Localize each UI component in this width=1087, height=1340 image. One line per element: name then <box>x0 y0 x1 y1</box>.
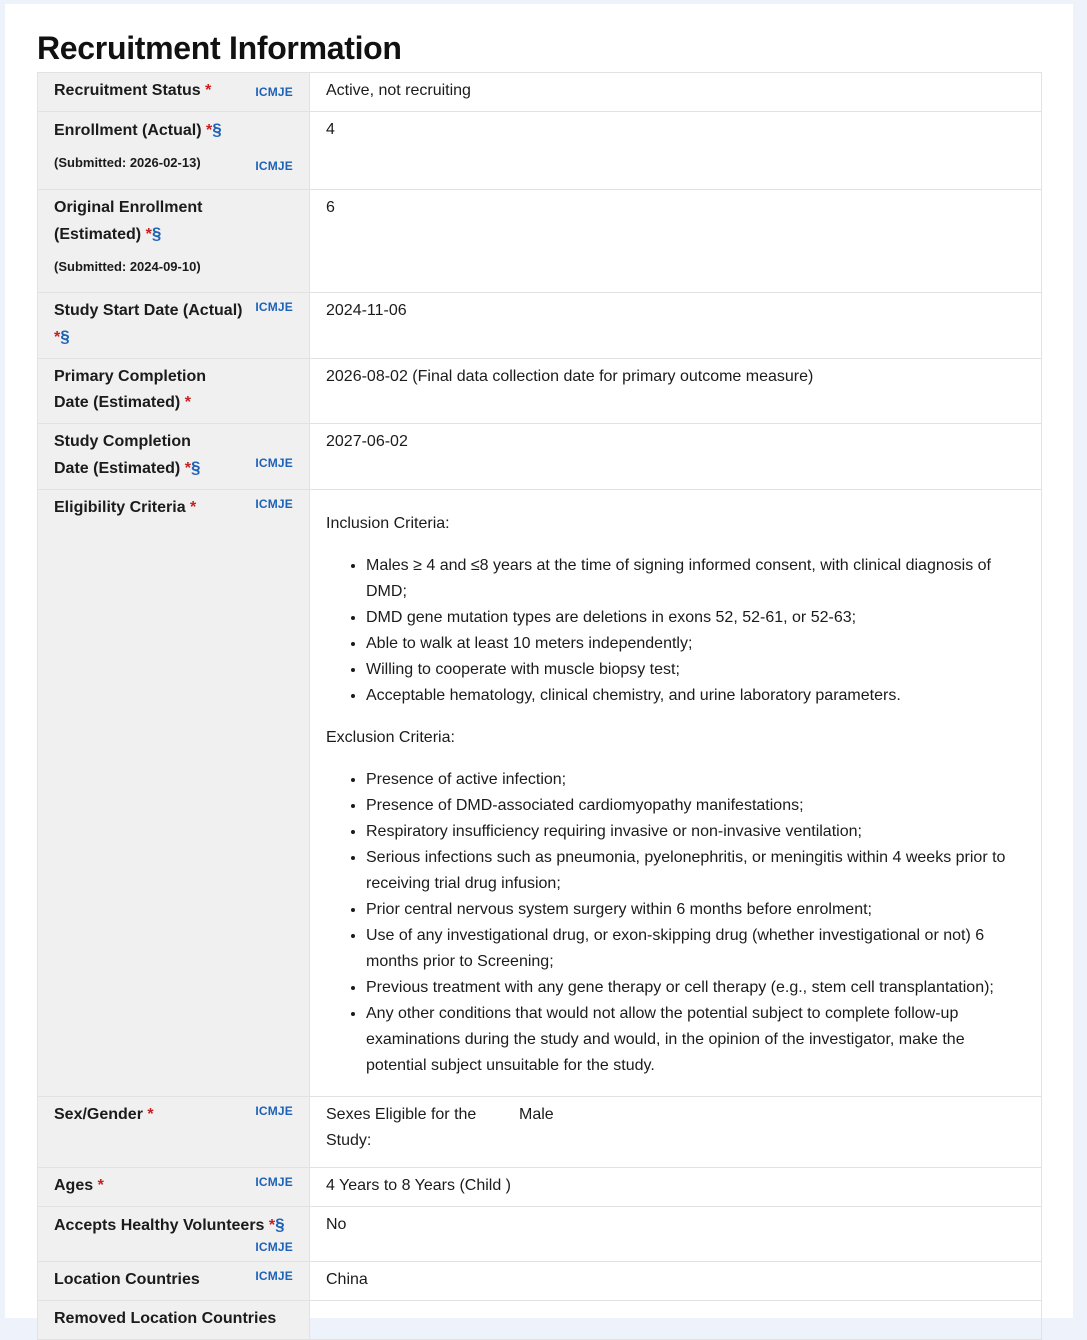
recruitment-card <box>5 4 1073 1327</box>
section-link[interactable]: § <box>275 1215 285 1234</box>
required-marker: * <box>145 226 152 243</box>
recruitment-table <box>37 72 1042 1340</box>
required-marker: * <box>54 329 61 346</box>
section-link[interactable]: § <box>151 224 162 243</box>
exclusion-item: • Previous treatment with any gene therapy or cell therapy (e.g., stem cell transplantation); <box>366 975 1025 1001</box>
exclusion-item: • Prior central nervous system surgery within 6 months before enrolment; <box>366 897 1025 923</box>
sexes-eligible-value: Male <box>519 1106 554 1123</box>
icmje-link[interactable]: ICMJE <box>255 1175 293 1189</box>
label-cell <box>38 112 310 190</box>
value-start-date: 2024-11-06 <box>310 293 1042 359</box>
icmje-link[interactable]: ICMJE <box>255 85 293 99</box>
row-healthy <box>38 1207 1042 1262</box>
value-eligibility <box>310 490 1042 1097</box>
value-removed-countries <box>310 1301 1042 1340</box>
exclusion-heading: Exclusion Criteria: <box>326 729 455 746</box>
row-start-date <box>38 293 1042 359</box>
label-healthy: Accepts Healthy Volunteers <box>54 1217 265 1234</box>
required-marker: * <box>97 1177 104 1194</box>
exclusion-item: • Any other conditions that would not allow the potential subject to complete follow-up examinations during the study and would, in the opinion of the investigator, make the potential subject unsuitable for the study. <box>366 1001 1025 1079</box>
row-recruitment-status <box>38 73 1042 112</box>
row-ages <box>38 1168 1042 1207</box>
label-cell <box>38 490 310 1097</box>
exclusion-item: • Serious infections such as pneumonia, pyelonephritis, or meningitis within 4 weeks prior to receiving trial drug infusion; <box>366 845 1025 897</box>
icmje-link[interactable]: ICMJE <box>255 159 293 173</box>
inclusion-item: • DMD gene mutation types are deletions in exons 52, 52-61, or 52-63; <box>366 605 1025 631</box>
inclusion-list <box>326 553 1025 709</box>
sexes-eligible-label: Sexes Eligible for the Study: <box>326 1106 477 1149</box>
row-primary-completion <box>38 359 1042 424</box>
label-cell <box>38 73 310 112</box>
exclusion-item: • Use of any investigational drug, or exon-skipping drug (whether investigational or not) 6 months prior to Screening; <box>366 923 1025 975</box>
row-eligibility <box>38 490 1042 1097</box>
submitted-date: (Submitted: 2026-02-13) <box>54 155 201 170</box>
label-study-completion: Study Completion Date (Estimated) <box>54 433 191 477</box>
label-sex: Sex/Gender <box>54 1106 143 1123</box>
icmje-link[interactable]: ICMJE <box>255 1104 293 1118</box>
section-link[interactable]: § <box>190 458 201 477</box>
label-countries: Location Countries <box>54 1271 200 1288</box>
required-marker: * <box>268 1217 276 1234</box>
value-primary-completion: 2026-08-02 (Final data collection date for primary outcome measure) <box>310 359 1042 424</box>
page-title: Recruitment Information <box>37 30 402 66</box>
value-ages: 4 Years to 8 Years (Child ) <box>310 1168 1042 1207</box>
inclusion-item: • Acceptable hematology, clinical chemistry, and urine laboratory parameters. <box>366 683 1025 709</box>
inclusion-item: • Able to walk at least 10 meters independently; <box>366 631 1025 657</box>
inclusion-heading: Inclusion Criteria: <box>326 515 450 532</box>
exclusion-item: • Respiratory insufficiency requiring invasive or non-invasive ventilation; <box>366 819 1025 845</box>
value-enrollment: 4 <box>310 112 1042 190</box>
row-sex <box>38 1097 1042 1168</box>
label-primary-completion: Primary Completion Date (Estimated) <box>54 368 207 411</box>
row-countries <box>38 1262 1042 1301</box>
label-cell <box>38 190 310 293</box>
icmje-link[interactable]: ICMJE <box>255 1269 293 1283</box>
section-link[interactable]: § <box>212 120 222 139</box>
inclusion-item: • Willing to cooperate with muscle biopsy test; <box>366 657 1025 683</box>
label-removed-countries: Removed Location Countries <box>54 1310 277 1327</box>
value-study-completion: 2027-06-02 <box>310 424 1042 490</box>
icmje-link[interactable]: ICMJE <box>255 1240 293 1254</box>
exclusion-item: • Presence of active infection; <box>366 767 1025 793</box>
required-marker: * <box>205 82 212 99</box>
row-original-enrollment <box>38 190 1042 293</box>
required-marker: * <box>190 499 197 516</box>
exclusion-list <box>326 767 1025 1079</box>
required-marker: * <box>184 394 191 411</box>
icmje-link[interactable]: ICMJE <box>255 456 293 470</box>
label-cell <box>38 424 310 490</box>
label-cell <box>38 1262 310 1301</box>
inclusion-item: • Males ≥ 4 and ≤8 years at the time of signing informed consent, with clinical diagnosis of DMD; <box>366 553 1025 605</box>
label-eligibility: Eligibility Criteria <box>54 499 186 516</box>
required-marker: * <box>206 122 213 139</box>
value-healthy: No <box>310 1207 1042 1262</box>
submitted-date: (Submitted: 2024-09-10) <box>54 259 201 274</box>
required-marker: * <box>184 460 191 477</box>
icmje-link[interactable]: ICMJE <box>255 300 293 314</box>
value-recruitment-status: Active, not recruiting <box>310 73 1042 112</box>
section-link[interactable]: § <box>60 327 70 346</box>
value-original-enrollment: 6 <box>310 190 1042 293</box>
row-enrollment <box>38 112 1042 190</box>
label-start-date: Study Start Date (Actual) <box>54 302 243 319</box>
row-study-completion <box>38 424 1042 490</box>
label-enrollment: Enrollment (Actual) <box>54 122 202 139</box>
required-marker: * <box>147 1106 154 1123</box>
exclusion-item: • Presence of DMD-associated cardiomyopathy manifestations; <box>366 793 1025 819</box>
label-ages: Ages <box>54 1177 94 1194</box>
row-removed-countries <box>38 1301 1042 1340</box>
label-cell <box>38 293 310 359</box>
label-cell <box>38 1301 310 1340</box>
value-countries: China <box>310 1262 1042 1301</box>
label-cell <box>38 1168 310 1207</box>
label-cell <box>38 1207 310 1262</box>
label-recruitment-status: Recruitment Status <box>54 82 201 99</box>
label-original-enrollment: Original Enrollment (Estimated) <box>54 199 203 243</box>
value-sex <box>310 1097 1042 1168</box>
label-cell <box>38 1097 310 1168</box>
icmje-link[interactable]: ICMJE <box>255 497 293 511</box>
label-cell <box>38 359 310 424</box>
